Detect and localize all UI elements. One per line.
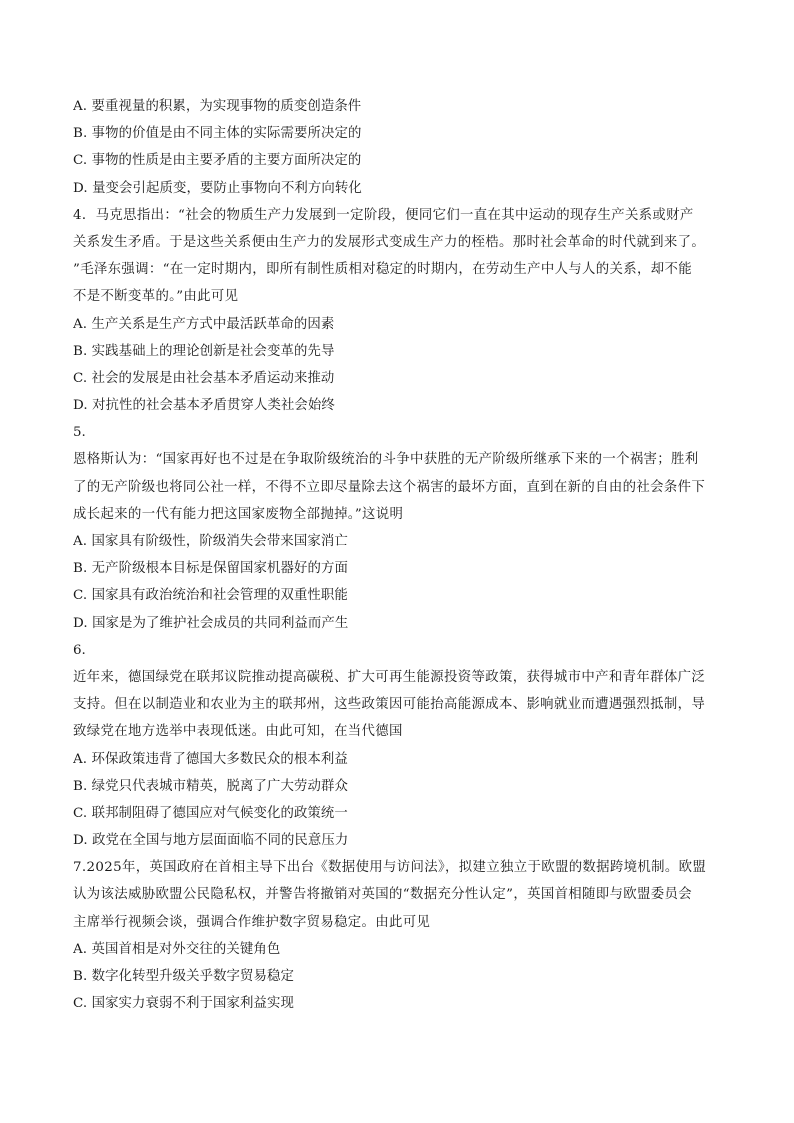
q5-option-c: C. 国家具有政治统治和社会管理的双重性职能 bbox=[73, 588, 348, 604]
q6-stem-line-1: 近年来，德国绿党在联邦议院推动提高碳税、扩大可再生能源投资等政策，获得城市中产和青年群体广泛 bbox=[73, 669, 706, 685]
q6-option-a: A. 环保政策违背了德国大多数民众的根本利益 bbox=[73, 751, 348, 767]
q7-stem-line-1: 7.2025年，英国政府在首相主导下出台《数据使用与访问法》，拟建立独立于欧盟的数据跨境机制。欧盟 bbox=[73, 860, 707, 876]
q4-stem-line-1: 4．马克思指出：“社会的物质生产力发展到一定阶段，便同它们一直在其中运动的现存生产关系或财产 bbox=[73, 207, 694, 223]
q4-stem-line-2: 关系发生矛盾。于是这些关系便由生产力的发展形式变成生产力的桎梏。那时社会革命的时代就到来了。 bbox=[73, 234, 706, 250]
q4-stem-line-4: 不是不断变革的。”由此可见 bbox=[73, 289, 239, 305]
q4-option-a: A. 生产关系是生产方式中最活跃革命的因素 bbox=[73, 316, 335, 332]
q6-number: 6. bbox=[73, 642, 86, 658]
exam-content bbox=[73, 93, 721, 1017]
q3-option-d: D. 量变会引起质变，要防止事物向不利方向转化 bbox=[73, 180, 362, 196]
q6-stem-line-3: 致绿党在地方选举中表现低迷。由此可知，在当代德国 bbox=[73, 724, 403, 740]
q5-stem-line-2: 了的无产阶级也将同公社一样，不得不立即尽量除去这个祸害的最坏方面，直到在新的自由的社会条件下 bbox=[73, 479, 706, 495]
q7-stem-line-3: 主席举行视频会谈，强调合作维护数字贸易稳定。由此可见 bbox=[73, 914, 431, 930]
q7-option-b: B. 数字化转型升级关乎数字贸易稳定 bbox=[73, 969, 295, 984]
q3-option-c: C. 事物的性质是由主要矛盾的主要方面所决定的 bbox=[73, 153, 362, 169]
q5-stem-line-1: 恩格斯认为：“国家再好也不过是在争取阶级统治的斗争中获胜的无产阶级所继承下来的一个祸害；胜利 bbox=[73, 452, 699, 468]
q5-option-b: B. 无产阶级根本目标是保留国家机器好的方面 bbox=[73, 561, 348, 577]
q5-option-a: A. 国家具有阶级性，阶级消失会带来国家消亡 bbox=[73, 534, 348, 549]
q6-stem-line-2: 支持。但在以制造业和农业为主的联邦州，这些政策因可能抬高能源成本、影响就业而遭遇强烈抵制，导 bbox=[73, 697, 706, 713]
q7-option-c: C. 国家实力衰弱不利于国家利益实现 bbox=[73, 996, 294, 1012]
q4-option-b: B. 实践基础上的理论创新是社会变革的先导 bbox=[73, 343, 335, 359]
q6-option-c: C. 联邦制阻碍了德国应对气候变化的政策统一 bbox=[73, 805, 348, 821]
q6-option-b: B. 绿党只代表城市精英，脱离了广大劳动群众 bbox=[73, 778, 348, 794]
q4-option-c: C. 社会的发展是由社会基本矛盾运动来推动 bbox=[73, 370, 335, 386]
q6-option-d: D. 政党在全国与地方层面面临不同的民意压力 bbox=[73, 833, 349, 849]
q5-number: 5. bbox=[73, 425, 86, 441]
q3-option-b: B. 事物的价值是由不同主体的实际需要所决定的 bbox=[73, 126, 362, 142]
q4-stem-line-3: ”毛泽东强调：“在一定时期内，即所有制性质相对稳定的时期内，在劳动生产中人与人的关系，却不能 bbox=[73, 262, 692, 278]
q3-option-a: A. 要重视量的积累，为实现事物的质变创造条件 bbox=[73, 99, 362, 114]
q5-stem-line-3: 成长起来的一代有能力把这国家废物全部抛掉。”这说明 bbox=[73, 506, 404, 522]
q7-stem-line-2: 认为该法威胁欧盟公民隐私权，并警告将撤销对英国的“数据充分性认定”，英国首相随即与欧盟委员会 bbox=[73, 887, 692, 903]
q5-option-d: D. 国家是为了维护社会成员的共同利益而产生 bbox=[73, 615, 349, 631]
q4-option-d: D. 对抗性的社会基本矛盾贯穿人类社会始终 bbox=[73, 398, 335, 414]
q7-option-a: A. 英国首相是对外交往的关键角色 bbox=[73, 941, 281, 957]
